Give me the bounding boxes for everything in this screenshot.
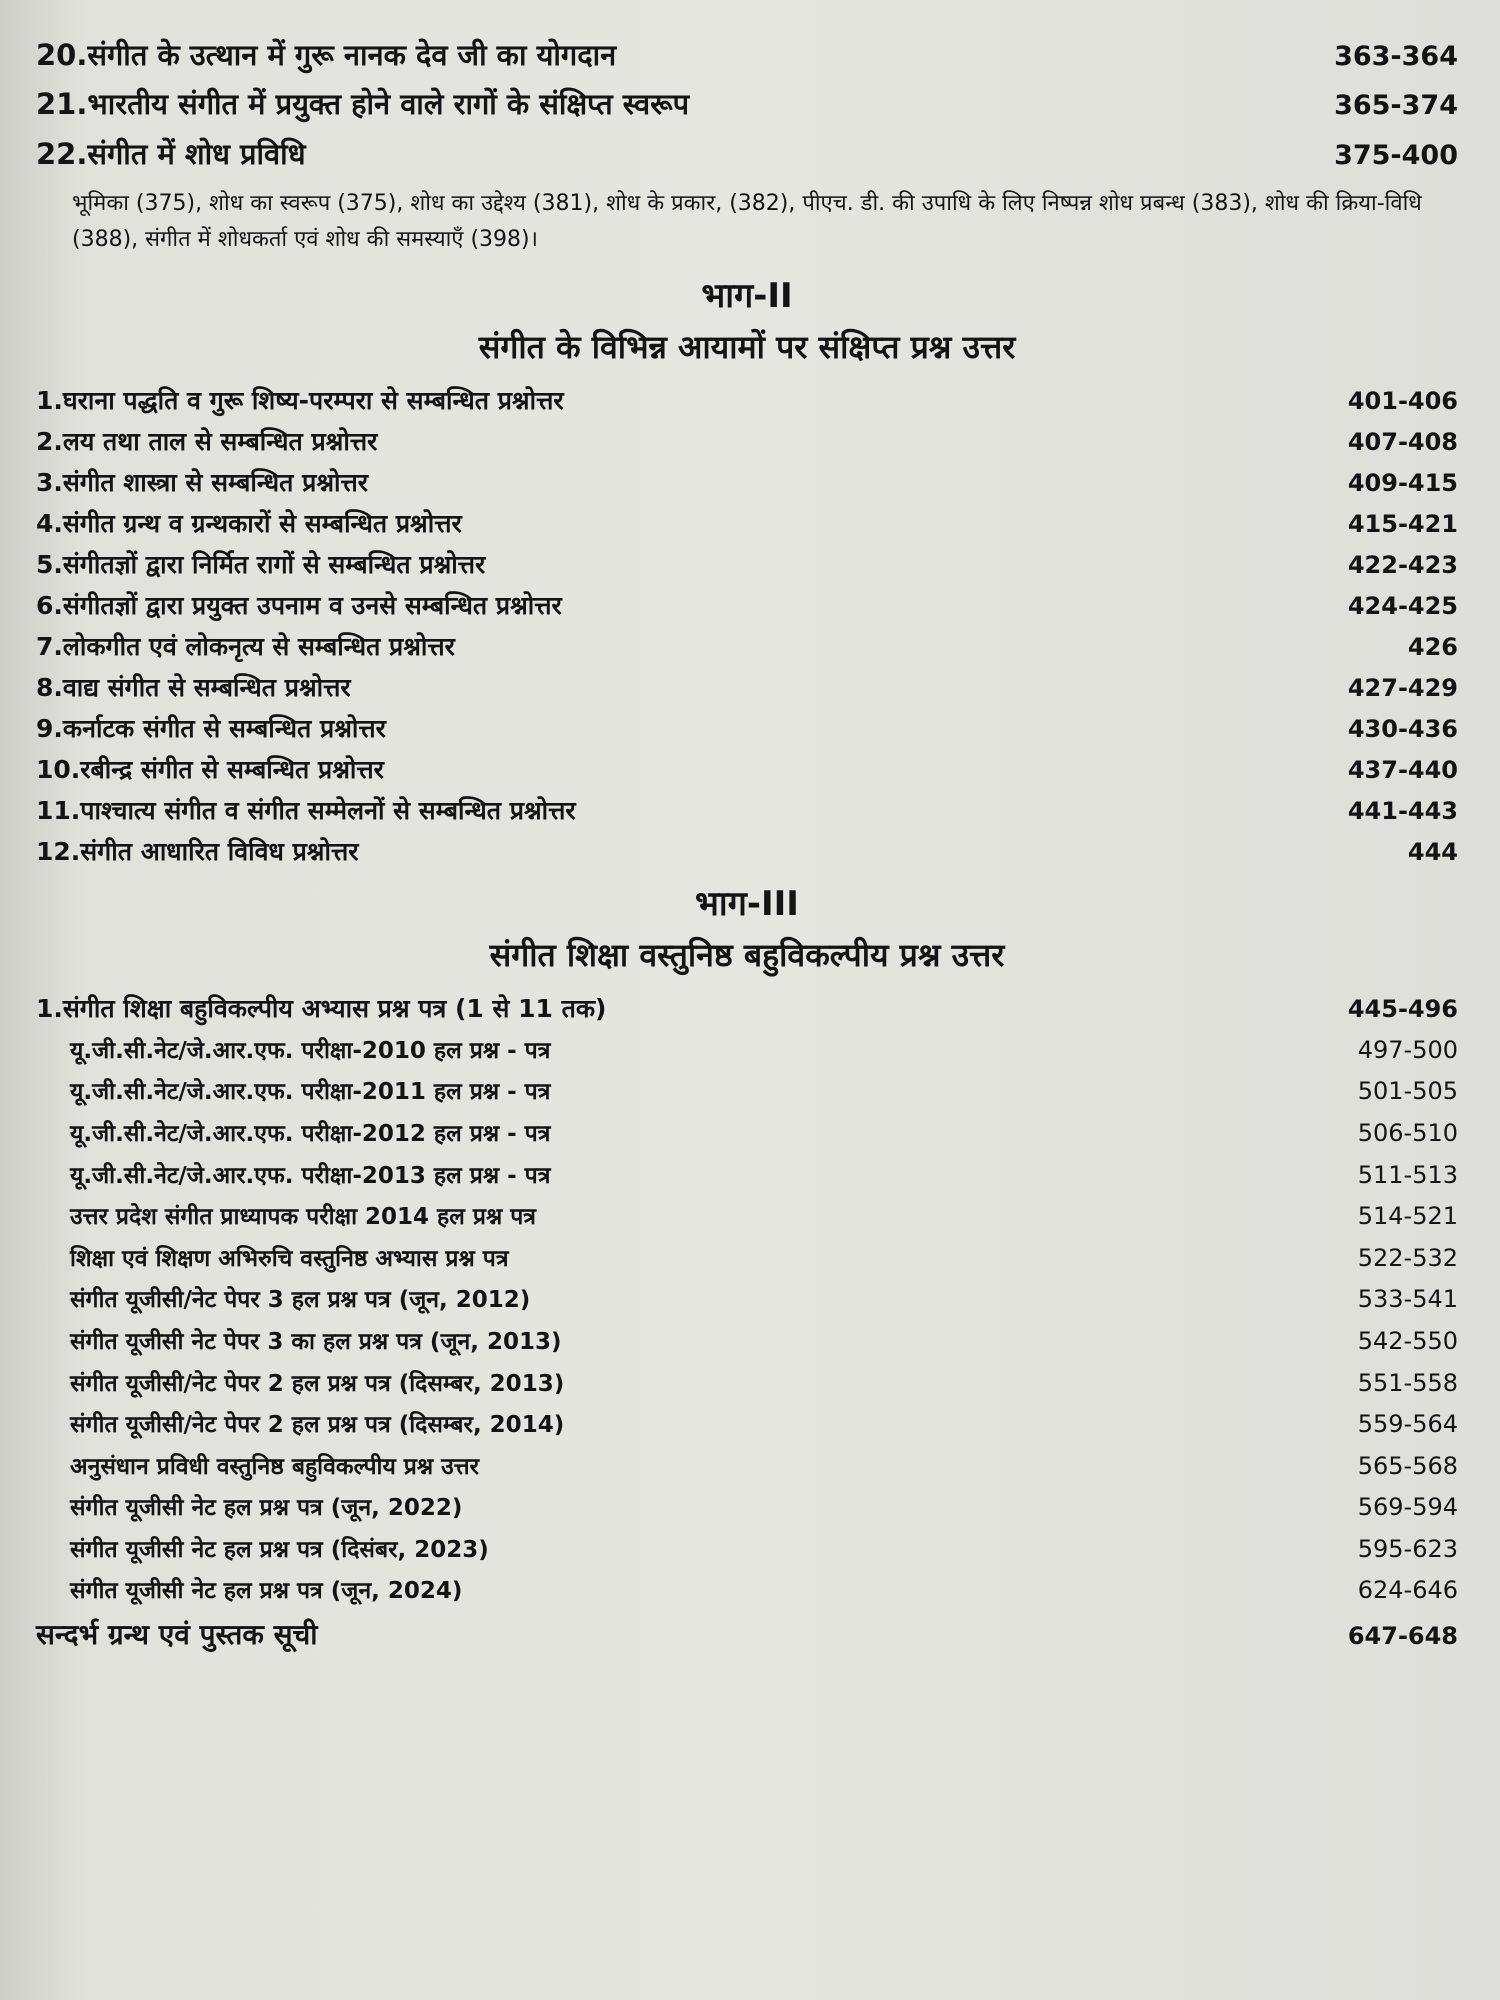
toc-sub-entry — [36, 1077, 1458, 1107]
toc-sub-entry — [36, 1036, 1458, 1066]
entry-pages: 424-425 — [1347, 591, 1458, 620]
toc-entry — [36, 591, 1458, 621]
entry-title: संगीत यूजीसी/नेट पेपर 2 हल प्रश्न पत्र (दिसम्बर, 2013) — [70, 1370, 565, 1397]
part-2-list — [36, 386, 1458, 867]
entry-title: 1.संगीत शिक्षा बहुविकल्पीय अभ्यास प्रश्न पत्र (1 से 11 तक) — [36, 993, 607, 1023]
toc-entry — [36, 137, 1458, 172]
entry-title: सन्दर्भ ग्रन्थ एवं पुस्तक सूची — [36, 1618, 318, 1652]
toc-entry — [36, 714, 1458, 744]
entry-title: 5.संगीतज्ञों द्वारा निर्मित रागों से सम्बन्धित प्रश्नोत्तर — [36, 549, 486, 579]
toc-sub-entry — [36, 1119, 1458, 1149]
toc-sub-entry — [36, 1493, 1458, 1523]
entry-title: 2.लय तथा ताल से सम्बन्धित प्रश्नोत्तर — [36, 426, 378, 456]
entry-pages: 437-440 — [1347, 755, 1458, 784]
part-2-title: संगीत के विभिन्न आयामों पर संक्षिप्त प्रश्न उत्तर — [478, 327, 1016, 366]
entry-title: संगीत यूजीसी/नेट पेपर 2 हल प्रश्न पत्र (दिसम्बर, 2014) — [70, 1412, 565, 1439]
entry-pages: 511-513 — [1357, 1160, 1458, 1189]
entry-title: 7.लोकगीत एवं लोकनृत्य से सम्बन्धित प्रश्नोत्तर — [36, 631, 455, 661]
toc-sub-entry — [36, 1327, 1458, 1357]
entry-pages: 426 — [1407, 632, 1458, 661]
entry-pages: 565-568 — [1357, 1451, 1458, 1480]
toc-entry — [36, 427, 1458, 457]
entry-title: यू.जी.सी.नेट/जे.आर.एफ. परीक्षा-2013 हल प्रश्न - पत्र — [70, 1162, 551, 1189]
part-3-list — [36, 994, 1458, 1652]
toc-entry — [36, 38, 1458, 73]
entry-title: 10.रबीन्द्र संगीत से सम्बन्धित प्रश्नोत्तर — [36, 754, 384, 784]
entry-pages: 409-415 — [1347, 468, 1458, 497]
toc-entry — [36, 755, 1458, 785]
entry-title: यू.जी.सी.नेट/जे.आर.एफ. परीक्षा-2011 हल प्रश्न - पत्र — [70, 1079, 551, 1106]
toc-sub-entry — [36, 1161, 1458, 1191]
entry-pages: 444 — [1407, 837, 1458, 866]
top-chapter-list — [36, 38, 1458, 259]
entry-pages: 401-406 — [1347, 386, 1458, 415]
toc-sub-entry — [36, 1285, 1458, 1315]
toc-entry — [36, 673, 1458, 703]
entry-title: 9.कर्नाटक संगीत से सम्बन्धित प्रश्नोत्तर — [36, 713, 386, 743]
entry-pages: 375-400 — [1334, 139, 1458, 171]
entry-pages: 501-505 — [1357, 1077, 1458, 1106]
entry-title: 11.पाश्चात्य संगीत व संगीत सम्मेलनों से सम्बन्धित प्रश्नोत्तर — [36, 795, 576, 825]
toc-entry — [36, 550, 1458, 580]
entry-title: अनुसंधान प्रविधी वस्तुनिष्ठ बहुविकल्पीय प्रश्न उत्तर — [70, 1453, 480, 1480]
toc-entry — [36, 632, 1458, 662]
entry-pages: 363-364 — [1334, 41, 1458, 72]
entry-title: 6.संगीतज्ञों द्वारा प्रयुक्त उपनाम व उनसे सम्बन्धित प्रश्नोत्तर — [36, 590, 562, 620]
entry-pages: 422-423 — [1347, 550, 1458, 579]
entry-title: संगीत यूजीसी नेट हल प्रश्न पत्र (जून, 2024) — [70, 1578, 463, 1605]
toc-sub-entry — [36, 1576, 1458, 1606]
entry-pages: 445-496 — [1347, 994, 1458, 1023]
entry-pages: 624-646 — [1357, 1576, 1458, 1605]
toc-entry — [36, 509, 1458, 539]
entry-pages: 533-541 — [1357, 1285, 1458, 1314]
entry-title: उत्तर प्रदेश संगीत प्राध्यापक परीक्षा 2014 हल प्रश्न पत्र — [70, 1204, 536, 1231]
entry-pages: 559-564 — [1357, 1410, 1458, 1439]
entry-pages: 441-443 — [1347, 796, 1458, 825]
entry-pages: 551-558 — [1357, 1368, 1458, 1397]
toc-sub-entry — [36, 1535, 1458, 1565]
entry-title: 4.संगीत ग्रन्थ व ग्रन्थकारों से सम्बन्धित प्रश्नोत्तर — [36, 508, 462, 538]
part-3-label: भाग-III — [695, 883, 799, 924]
entry-title: 8.वाद्य संगीत से सम्बन्धित प्रश्नोत्तर — [36, 672, 351, 702]
toc-entry — [36, 796, 1458, 826]
toc-entry — [36, 386, 1458, 416]
entry-pages: 595-623 — [1357, 1534, 1458, 1563]
entry-pages: 647-648 — [1347, 1622, 1458, 1651]
entry-title: संगीत यूजीसी नेट पेपर 3 का हल प्रश्न पत्र (जून, 2013) — [70, 1328, 562, 1355]
entry-pages: 497-500 — [1357, 1035, 1458, 1064]
entry-title: यू.जी.सी.नेट/जे.आर.एफ. परीक्षा-2012 हल प्रश्न - पत्र — [70, 1120, 551, 1147]
entry-pages: 427-429 — [1347, 673, 1458, 702]
entry-pages: 407-408 — [1347, 427, 1458, 456]
entry-title: संगीत यूजीसी/नेट पेपर 3 हल प्रश्न पत्र (जून, 2012) — [70, 1287, 531, 1314]
entry-title: 20.संगीत के उत्थान में गुरू नानक देव जी का योगदान — [36, 38, 617, 72]
toc-entry — [36, 837, 1458, 867]
toc-bibliography-entry — [36, 1618, 1458, 1652]
entry-title: 22.संगीत में शोध प्रविधि — [36, 136, 306, 171]
entry-pages: 430-436 — [1347, 714, 1458, 743]
entry-pages: 514-521 — [1357, 1202, 1458, 1231]
toc-entry — [36, 468, 1458, 498]
chapter-description: भूमिका (375), शोध का स्वरूप (375), शोध का उद्देश्य (381), शोध के प्रकार, (382), पीएच. डी. की उपाधि के लिए निष्पन्न शोध प्रबन्ध (383), शोध की क्रिया-विधि (388), संगीत में शोधकर्ता एवं शोध की समस्याएँ (398)। — [72, 191, 1422, 253]
toc-sub-entry — [36, 1369, 1458, 1399]
entry-title: 3.संगीत शास्त्रा से सम्बन्धित प्रश्नोत्तर — [36, 467, 368, 497]
toc-sub-entry — [36, 1452, 1458, 1482]
entry-title: यू.जी.सी.नेट/जे.आर.एफ. परीक्षा-2010 हल प्रश्न - पत्र — [70, 1037, 551, 1064]
entry-title: शिक्षा एवं शिक्षण अभिरुचि वस्तुनिष्ठ अभ्यास प्रश्न पत्र — [70, 1245, 509, 1272]
entry-title: 12.संगीत आधारित विविध प्रश्नोत्तर — [36, 836, 359, 866]
entry-pages: 542-550 — [1357, 1326, 1458, 1355]
entry-title: संगीत यूजीसी नेट हल प्रश्न पत्र (दिसंबर, 2023) — [70, 1536, 489, 1563]
entry-title: संगीत यूजीसी नेट हल प्रश्न पत्र (जून, 2022) — [70, 1495, 463, 1522]
part-2-label: भाग-II — [701, 275, 793, 316]
toc-entry — [36, 994, 1458, 1024]
entry-pages: 365-374 — [1334, 90, 1458, 122]
toc-sub-entry — [36, 1244, 1458, 1274]
entry-pages: 506-510 — [1357, 1118, 1458, 1147]
entry-title: 1.घराना पद्धति व गुरू शिष्य-परम्परा से सम्बन्धित प्रश्नोत्तर — [36, 385, 564, 415]
part-3-title: संगीत शिक्षा वस्तुनिष्ठ बहुविकल्पीय प्रश्न उत्तर — [489, 935, 1005, 974]
entry-title: 21.भारतीय संगीत में प्रयुक्त होने वाले रागों के संक्षिप्त स्वरूप — [36, 87, 690, 122]
entry-pages: 415-421 — [1347, 509, 1458, 538]
entry-pages: 522-532 — [1357, 1243, 1458, 1272]
toc-sub-entry — [36, 1202, 1458, 1232]
entry-pages: 569-594 — [1357, 1493, 1458, 1522]
toc-entry — [36, 87, 1458, 122]
toc-sub-entry — [36, 1410, 1458, 1440]
